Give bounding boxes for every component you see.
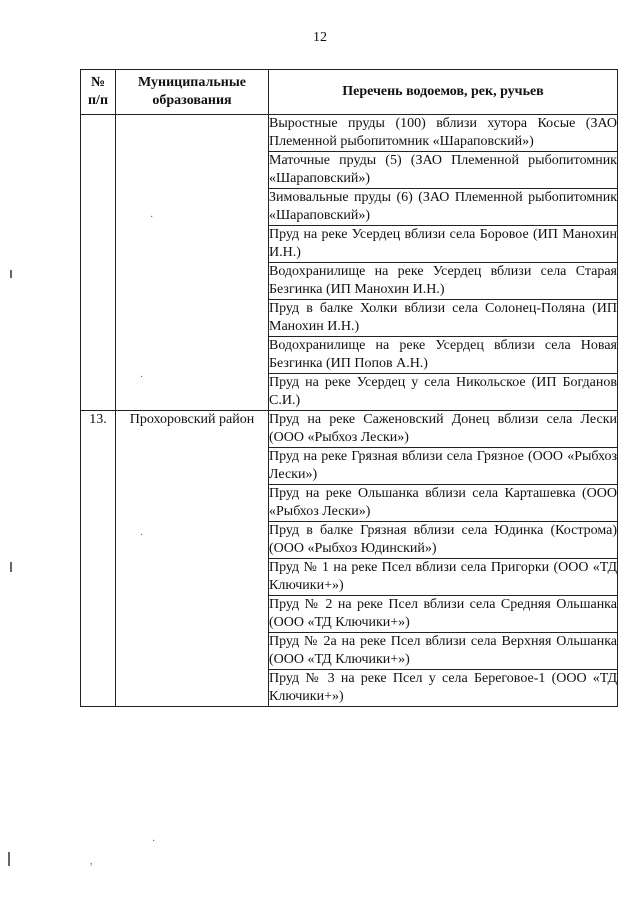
reservoir-item: Пруд № 2 на реке Псел вблизи села Средняя Ольшанка (ООО «ТД Ключики+») (269, 596, 618, 633)
municipality-cell-empty (116, 115, 269, 411)
reservoir-item: Пруд № 3 на реке Псел у села Береговое-1 (ООО «ТД Ключики+») (269, 670, 618, 707)
scan-dot: · (150, 212, 154, 223)
scan-dot: · (140, 372, 144, 383)
reservoir-item: Водохранилище на реке Усердец вблизи села Старая Безгинка (ИП Манохин И.Н.) (269, 263, 618, 300)
row-number: 13. (81, 411, 116, 707)
scan-mark (10, 270, 12, 278)
reservoir-item: Зимовальные пруды (6) (ЗАО Племенной рыбопитомник «Шараповский») (269, 189, 618, 226)
reservoir-item: Пруд № 2а на реке Псел вблизи села Верхняя Ольшанка (ООО «ТД Ключики+») (269, 633, 618, 670)
reservoir-table (80, 69, 618, 707)
reservoir-item: Пруд на реке Ольшанка вблизи села Карташевка (ООО «Рыбхоз Лески») (269, 485, 618, 522)
reservoir-item: Маточные пруды (5) (ЗАО Племенной рыбопитомник «Шараповский») (269, 152, 618, 189)
scan-dot: · (152, 836, 156, 847)
table-row (81, 115, 618, 152)
municipality-name: Прохоровский район (116, 411, 269, 707)
reservoir-item: Пруд в балке Холки вблизи села Солонец-Поляна (ИП Манохин И.Н.) (269, 300, 618, 337)
header-number: № п/п (81, 70, 116, 115)
reservoir-item: Пруд на реке Усердец у села Никольское (ИП Богданов С.И.) (269, 374, 618, 411)
reservoir-item: Пруд на реке Усердец вблизи села Боровое (ИП Манохин И.Н.) (269, 226, 618, 263)
scan-dot: , (90, 856, 93, 867)
page-number: 12 (313, 30, 327, 45)
header-list: Перечень водоемов, рек, ручьев (269, 70, 618, 115)
table-row (81, 411, 618, 448)
reservoir-item: Пруд в балке Грязная вблизи села Юдинка (Кострома) (ООО «Рыбхоз Юдинский») (269, 522, 618, 559)
reservoir-item: Пруд на реке Саженовский Донец вблизи села Лески (ООО «Рыбхоз Лески») (269, 411, 618, 448)
reservoir-item: Выростные пруды (100) вблизи хутора Косые (ЗАО Племенной рыбопитомник «Шараповский») (269, 115, 618, 152)
scan-mark (8, 852, 10, 866)
scan-dot: · (140, 530, 144, 541)
reservoir-item: Пруд № 1 на реке Псел вблизи села Пригорки (ООО «ТД Ключики+») (269, 559, 618, 596)
table-header-row (81, 70, 618, 115)
reservoir-item: Водохранилище на реке Усердец вблизи села Новая Безгинка (ИП Попов А.Н.) (269, 337, 618, 374)
reservoir-item: Пруд на реке Грязная вблизи села Грязное (ООО «Рыбхоз Лески») (269, 448, 618, 485)
number-cell-empty (81, 115, 116, 411)
header-municipality: Муниципальные образования (116, 70, 269, 115)
scan-mark (10, 562, 12, 572)
